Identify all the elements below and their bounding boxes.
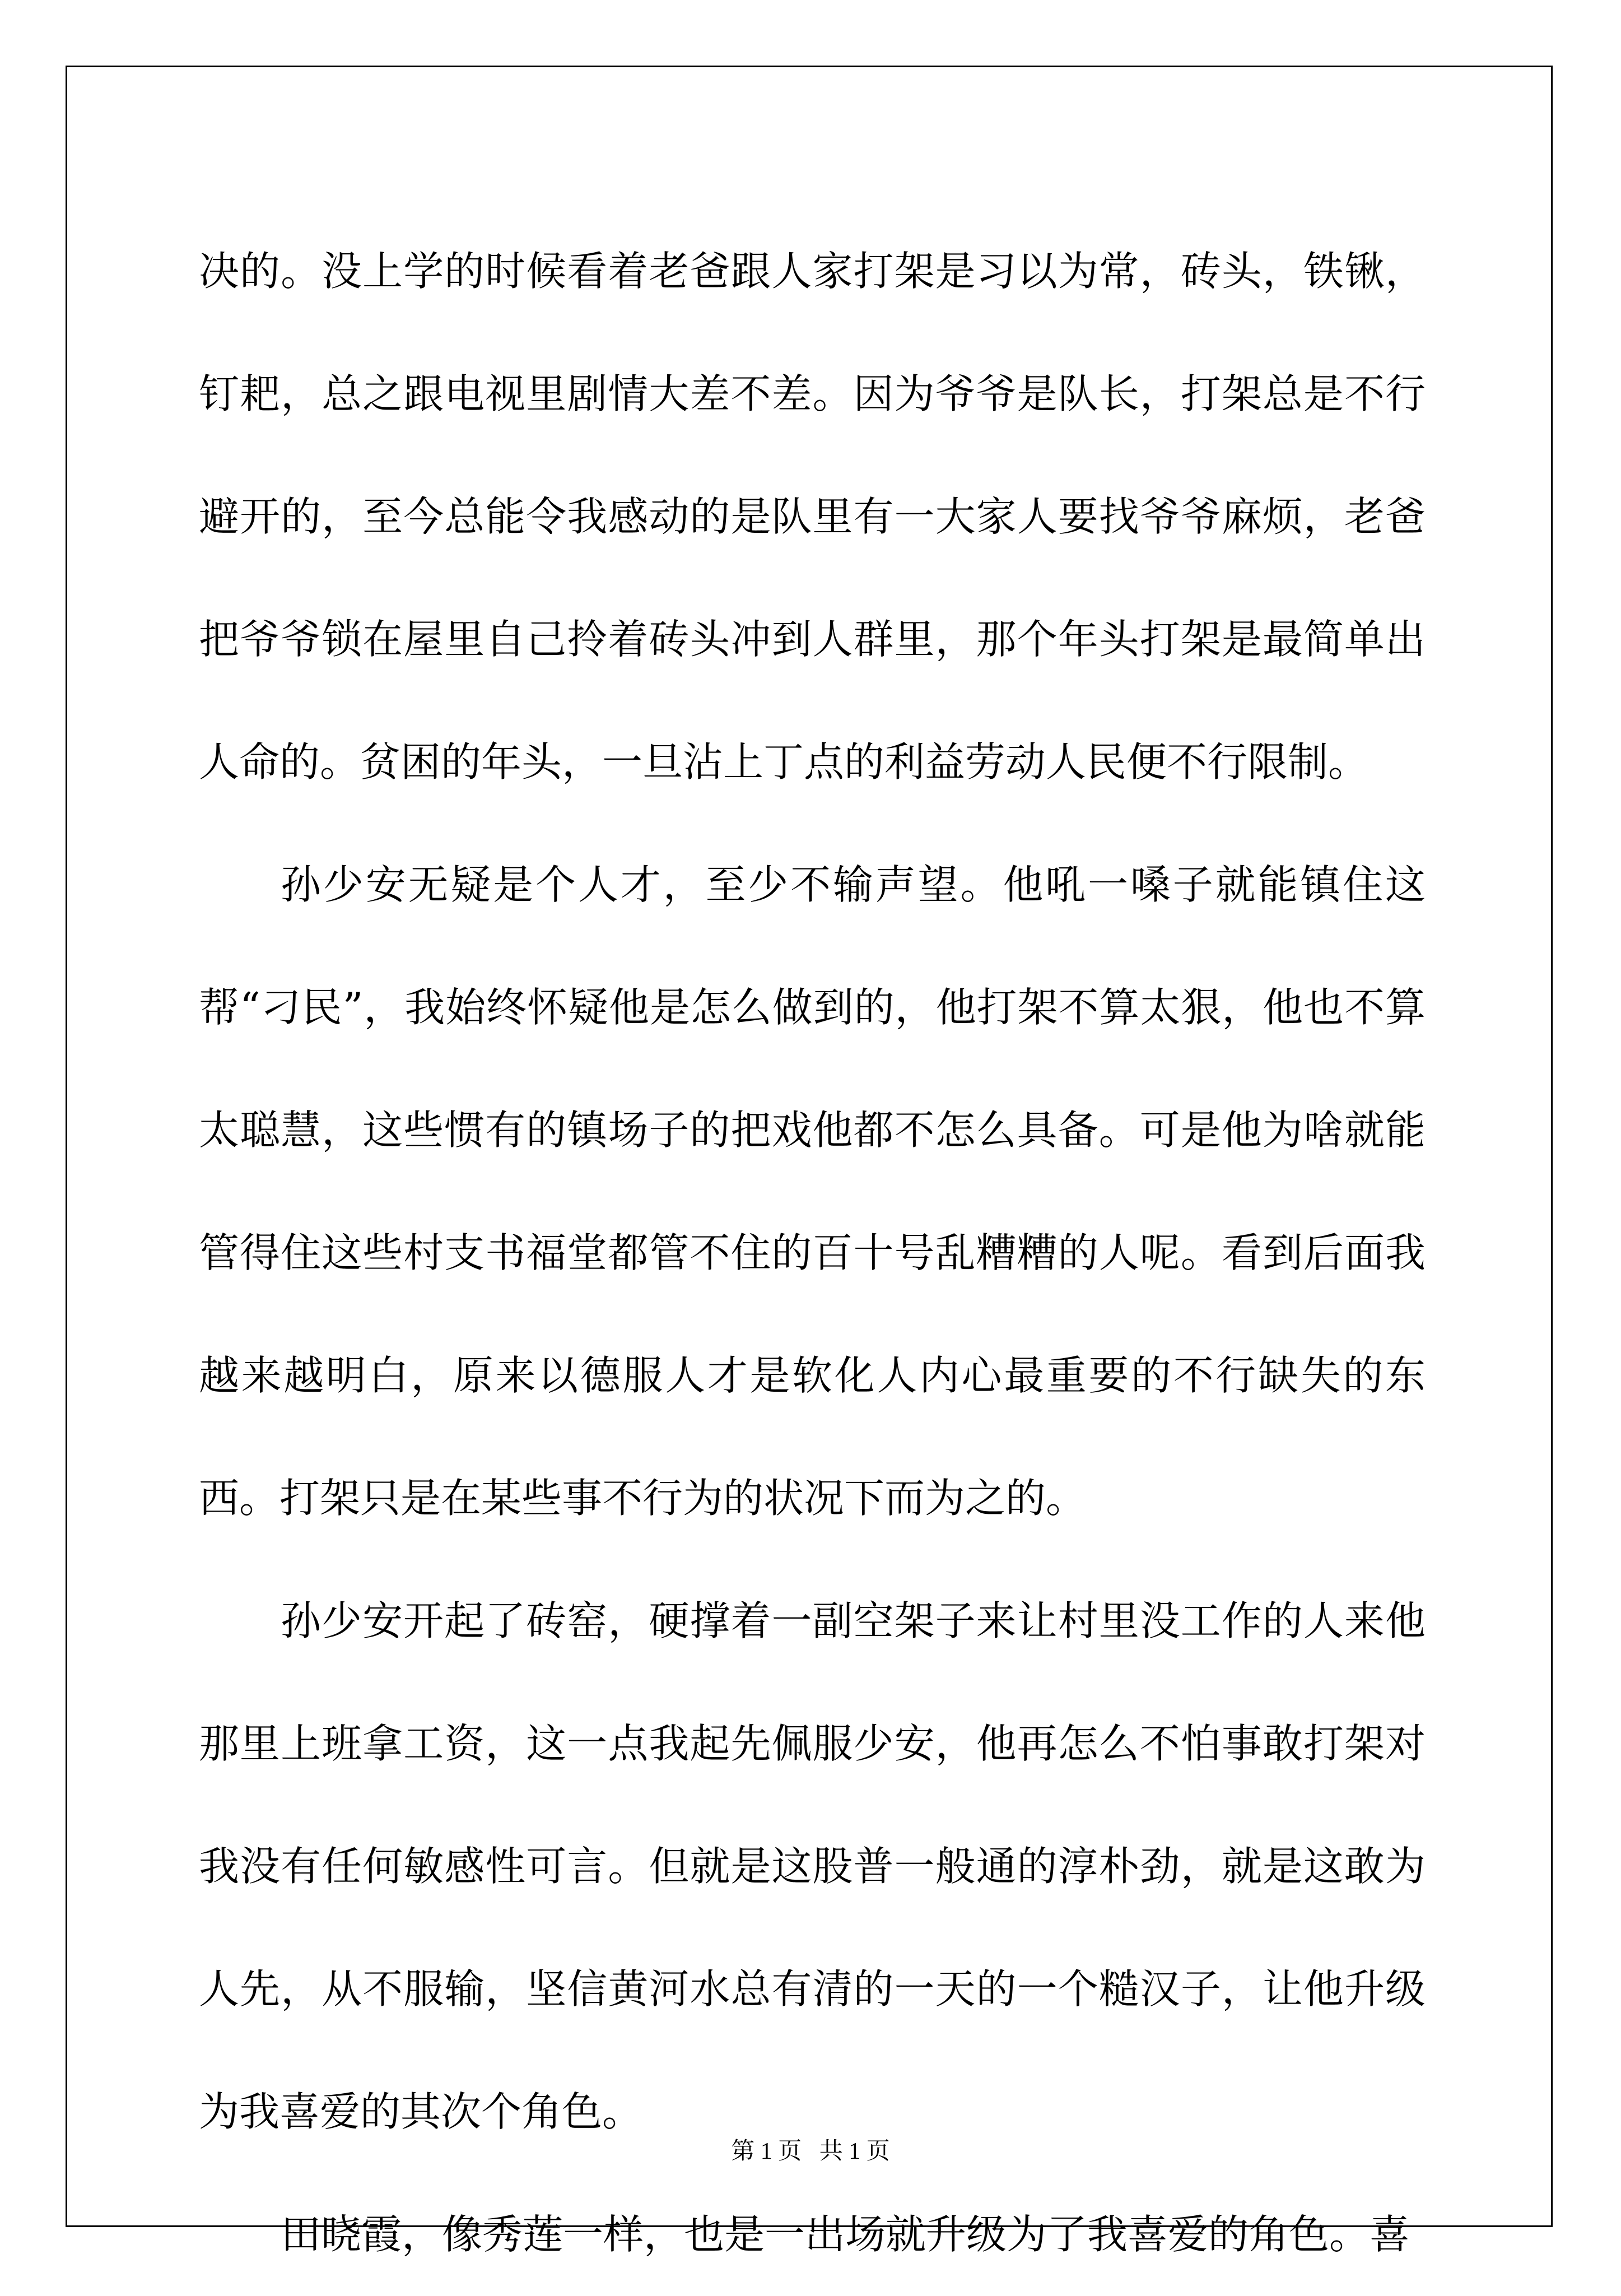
paragraph-3: 孙少安开起了砖窑，硬撑着一副空架子来让村里没工作的人来他那里上班拿工资，这一点我起先佩服少安，他再怎么不怕事敢打架对我没有任何敏感性可言。但就是这股普一般通的淳朴劲，就是这敢为人先，从不服输，坚信黄河水总有清的一天的一个糙汉子，让他升级为我喜爱的其次个角色。: [199, 1597, 1426, 2135]
paragraph-1: 决的。没上学的时候看着老爸跟人家打架是习以为常，砖头，铁锹，钉耙，总之跟电视里剧情大差不差。因为爷爷是队长，打架总是不行避开的，至今总能令我感动的是队里有一大家人要找爷爷麻烦，老爸把爷爷锁在屋里自己拎着砖头冲到人群里，那个年头打架是最简单出人命的。贫困的年头，一旦沾上丁点的利益劳动人民便不行限制。: [199, 248, 1426, 786]
page-footer: 第 1 页 共 1 页: [731, 2139, 890, 2164]
paragraph-4: 田晓霞，像秀莲一样，也是一出场就升级为了我喜爱的角色。喜: [281, 2211, 1410, 2258]
paragraph-2: 孙少安无疑是个人才，至少不输声望。他吼一嗓子就能镇住这帮“刁民”，我始终怀疑他是怎么做到的，他打架不算太狠，他也不算太聪慧，这些惯有的镇场子的把戏他都不怎么具备。可是他为啥就能管得住这些村支书福堂都管不住的百十号乱糟糟的人呢。看到后面我越来越明白，原来以德服人才是软化人内心最重要的不行缺失的东西。打架只是在某些事不行为的状况下而为之的。: [199, 861, 1426, 1522]
document-body: [199, 210, 1426, 2296]
